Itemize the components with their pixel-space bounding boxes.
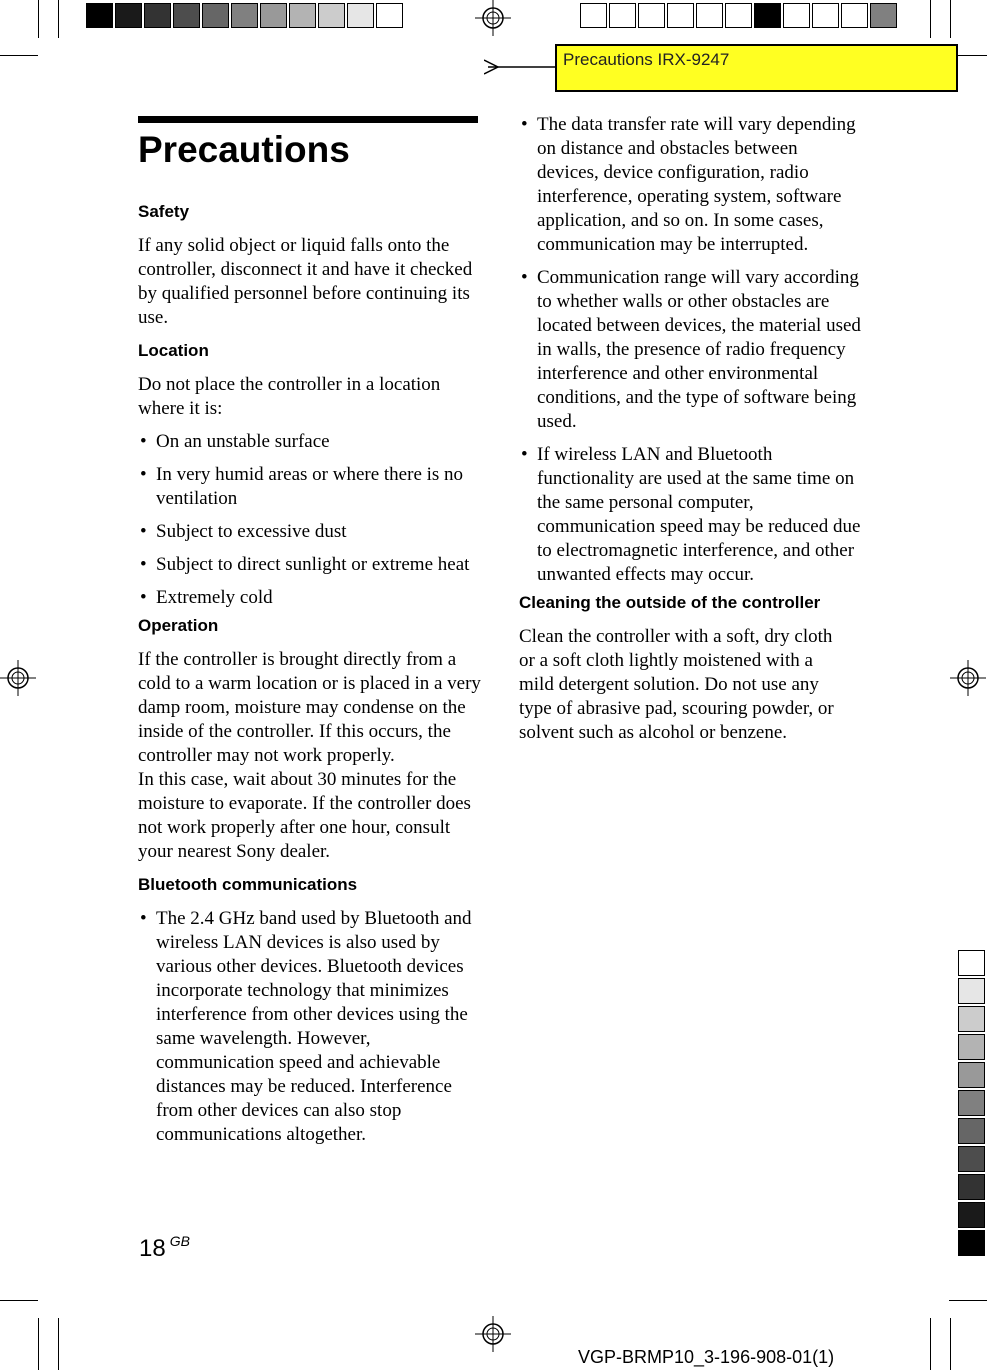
list-item [138,553,483,577]
color-swatch [638,3,665,28]
section-heading-bluetooth: Bluetooth communications [138,875,358,894]
title-rule [138,116,478,123]
registration-mark-icon [950,660,986,696]
registration-mark-icon [475,1316,511,1352]
color-swatch [202,3,229,28]
list-item [138,463,483,511]
registration-mark-icon [0,660,36,696]
list-item-text: The 2.4 GHz band used by Bluetooth and wireless LAN devices is also used by various other devices. Bluetooth devices incorporate technology that minimizes interference from other devices using the same wavelength. However, communication speed and achievable distances may be reduced. Interference from other devices can also stop communications altogether. [156,908,472,1145]
color-swatch [958,1090,985,1116]
bullet: • [140,908,147,929]
color-swatch [609,3,636,28]
color-swatch [173,3,200,28]
page-language: GB [169,1233,190,1249]
crop-mark [58,1318,59,1370]
page-number-value: 18 [139,1235,166,1262]
list-item [519,443,864,587]
color-swatch [958,950,985,976]
operation-text-1: If the controller is brought directly from a cold to a warm location or is placed in a very damp room, moisture may condense on the inside of the controller. If this occurs, the controller may not work properly. [138,649,481,766]
color-swatch [725,3,752,28]
document-code: VGP-BRMP10_3-196-908-01(1) [578,1347,835,1367]
color-swatch [958,1174,985,1200]
bullet: • [140,464,147,485]
bullet: • [521,267,528,288]
color-swatch [958,1230,985,1256]
crop-mark [38,1318,39,1370]
list-item-text: On an unstable surface [156,431,330,452]
left-column [138,200,483,1156]
header-tag: Precautions IRX-9247 [555,44,958,92]
section-heading-operation: Operation [138,616,219,635]
crop-mark [0,55,38,56]
list-item [138,586,483,610]
color-swatch [260,3,287,28]
bullet: • [521,114,528,135]
bluetooth-list [138,907,483,1147]
color-swatch [347,3,374,28]
color-swatch [231,3,258,28]
bullet: • [140,431,147,452]
bullet: • [140,554,147,575]
color-swatch [376,3,403,28]
crop-mark [949,1300,987,1301]
gray-calibration-strip-top [86,3,405,28]
page-title: Precautions [138,129,350,170]
cleaning-text: Clean the controller with a soft, dry cloth or a soft cloth lightly moistened with a mild detergent solution. Do not use any type of abrasive pad, scouring powder, or solvent such as alcohol or benzene. [519,626,834,743]
color-swatch [870,3,897,28]
list-item [519,113,864,257]
list-item [138,430,483,454]
crop-mark [950,1318,951,1370]
list-item [138,520,483,544]
page-number [139,1233,190,1263]
bullet: • [521,444,528,465]
list-item-text: In very humid areas or where there is no ventilation [156,464,464,509]
list-item-text: Communication range will vary according to whether walls or other obstacles are located between devices, the material used in walls, the presence of radio frequency interference and other environmental conditions, and the type of software being used. [537,267,861,432]
gray-calibration-strip-right [958,950,985,1258]
list-item-text: Subject to excessive dust [156,521,347,542]
location-list [138,430,483,610]
color-swatch [86,3,113,28]
list-item-text: The data transfer rate will vary depending on distance and obstacles between devices, device configuration, radio interference, operating system, software application, and so on. In some cases, communication may be interrupted. [537,114,856,255]
color-swatch [667,3,694,28]
color-swatch [958,1062,985,1088]
right-column [519,113,864,745]
crop-mark [0,1300,38,1301]
crop-mark [58,0,59,38]
crop-mark [950,0,951,38]
crop-mark [930,0,931,38]
list-item [138,907,483,1147]
color-swatch [958,1202,985,1228]
color-swatch [115,3,142,28]
color-swatch [812,3,839,28]
bullet: • [140,521,147,542]
list-item-text: If wireless LAN and Bluetooth functionality are used at the same time on the same personal computer, communication speed may be reduced due to electromagnetic interference, and other unwanted effects may occur. [537,444,861,585]
arrow-icon [484,56,556,78]
bluetooth-list-continued [519,113,864,587]
operation-text-2: In this case, wait about 30 minutes for the moisture to evaporate. If the controller does not work properly after one hour, consult your nearest Sony dealer. [138,769,471,862]
color-swatch [783,3,810,28]
color-swatch [958,1146,985,1172]
safety-text: If any solid object or liquid falls onto the controller, disconnect it and have it checked by qualified personnel before continuing its use. [138,235,473,328]
registration-mark-icon [475,0,511,36]
color-swatch [958,1034,985,1060]
location-text: Do not place the controller in a location where it is: [138,374,441,419]
color-swatch [841,3,868,28]
color-swatch [580,3,607,28]
list-item [519,266,864,434]
crop-mark [930,1318,931,1370]
color-swatch [289,3,316,28]
crop-mark [38,0,39,38]
bullet: • [140,587,147,608]
list-item-text: Extremely cold [156,587,273,608]
color-swatch [318,3,345,28]
color-calibration-strip-top [580,3,899,28]
list-item-text: Subject to direct sunlight or extreme heat [156,554,470,575]
color-swatch [144,3,171,28]
section-heading-cleaning: Cleaning the outside of the controller [519,593,821,612]
section-heading-safety: Safety [138,202,190,221]
color-swatch [958,1118,985,1144]
color-swatch [754,3,781,28]
section-heading-location: Location [138,341,209,360]
color-swatch [958,1006,985,1032]
color-swatch [958,978,985,1004]
color-swatch [696,3,723,28]
